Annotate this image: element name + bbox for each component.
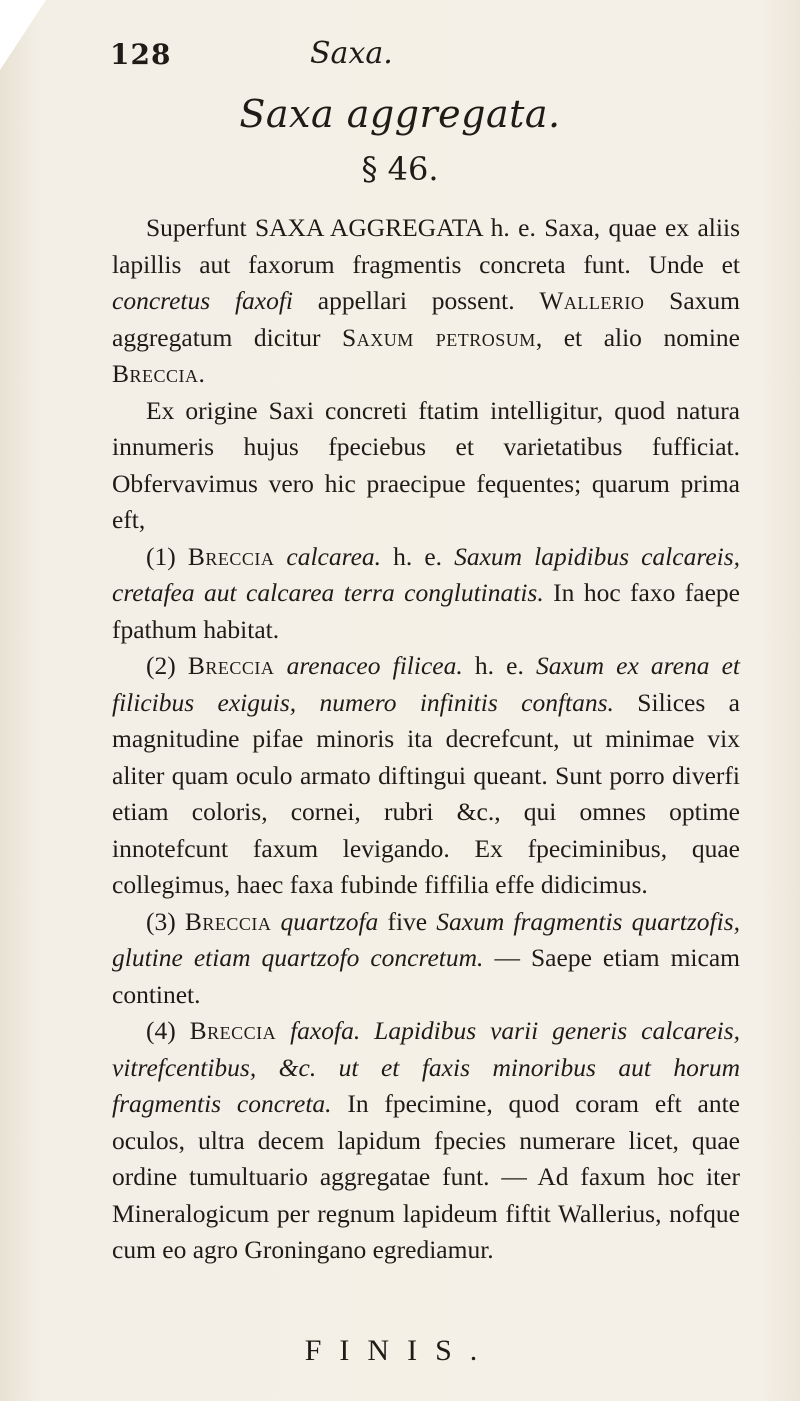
text-run: Saxum aggregatum dicitur bbox=[112, 286, 740, 352]
page-number: 128 bbox=[110, 38, 172, 71]
species-definition: Saxum fragmentis quartzofis, glutine etiam quartzofo concretum. bbox=[112, 906, 740, 972]
section-number: § 46. bbox=[361, 150, 439, 188]
text-run: Silices a magnitudine pifae minoris ita decrefcunt, ut minimae vix aliter quam oculo armato diftingui queant. Sunt porro diverfi etiam coloris, cornei, rubri &c., qui omnes optime innotefcunt faxum levigando. Ex fpeciminibus, quae collegimus, haec faxa fubinde fiffilia effe didicimus. bbox=[112, 687, 740, 899]
finis-colophon: FINIS. bbox=[304, 1334, 496, 1367]
paragraph-intro bbox=[112, 210, 740, 393]
term-concretus-faxofi: concretus faxofi bbox=[112, 286, 294, 315]
text-run: five bbox=[378, 906, 437, 936]
species-name: calcarea. bbox=[286, 541, 382, 571]
term-breccia: Breccia bbox=[187, 651, 275, 680]
text-run: , et alio nomine bbox=[535, 322, 740, 352]
text-run: — Saepe etiam micam continet. bbox=[112, 943, 740, 1009]
running-title: Saxa. bbox=[310, 36, 393, 71]
paragraph-origin: Ex origine Saxi concreti ftatim intelligitur, quod natura innumeris hujus fpeciebus et varietatibus fufficiat. Obfervavimus vero hic praecipue fequentes; quarum prima eft, bbox=[112, 395, 740, 534]
paragraph-breccia-quartzofa bbox=[112, 904, 740, 1014]
species-name: arenaceo filicea. bbox=[286, 651, 463, 680]
body-text bbox=[112, 210, 740, 1269]
text-run: In fpecimine, quod coram eft ante oculos, ultra decem lapidum fpecies numerare licet, quae ordine tumultuario aggregatae funt. — Ad faxum hoc iter Mineralogicum per regnum lapideum fiftit Wallerius, nofque cum eo agro Groningano egrediamur. bbox=[112, 1089, 740, 1264]
species-definition: Saxum ex arena et filicibus exiguis, numero infinitis conftans. bbox=[112, 651, 741, 717]
term-breccia: Breccia bbox=[187, 541, 275, 571]
section-title: Saxa aggregata. bbox=[239, 92, 561, 136]
paragraph-breccia-calcarea bbox=[112, 539, 740, 649]
running-header bbox=[110, 36, 730, 86]
text-run: appellari possent. bbox=[293, 286, 540, 315]
species-definition: Saxum lapidibus calcareis, cretafea aut calcarea terra conglutinatis. bbox=[112, 541, 741, 607]
species-name: faxofa. bbox=[290, 1016, 361, 1045]
item-number: (1) bbox=[146, 541, 188, 571]
paragraph-breccia-arenaceo bbox=[112, 648, 740, 904]
species-definition: Lapidibus varii generis calcareis, vitrefcentibus, &c. ut et faxis minoribus aut horum fragmentis concreta. bbox=[112, 1016, 741, 1118]
term-breccia: Breccia bbox=[189, 1016, 277, 1045]
paragraph-breccia-faxofa bbox=[112, 1013, 740, 1269]
text-run: h. e. bbox=[381, 541, 455, 571]
text-run: Superfunt SAXA AGGREGATA h. e. Saxa, quae ex aliis lapillis aut faxorum fragmentis concreta funt. Unde et bbox=[112, 213, 740, 279]
species-name: quartzofa bbox=[280, 906, 379, 936]
text-run: . bbox=[198, 359, 205, 388]
page-corner-fold bbox=[0, 0, 46, 70]
term-breccia: Breccia bbox=[184, 906, 272, 936]
text-run bbox=[360, 1016, 374, 1045]
text-run: In hoc faxo faepe fpathum habitat. bbox=[112, 578, 740, 644]
text-run: h. e. bbox=[462, 651, 537, 680]
author-wallerio: Wallerio bbox=[539, 286, 645, 315]
item-number: (4) bbox=[146, 1016, 190, 1045]
term-breccia: Breccia bbox=[112, 359, 199, 388]
term-saxum-petrosum: Saxum petrosum bbox=[342, 322, 536, 352]
item-number: (2) bbox=[146, 651, 188, 680]
item-number: (3) bbox=[146, 906, 185, 936]
